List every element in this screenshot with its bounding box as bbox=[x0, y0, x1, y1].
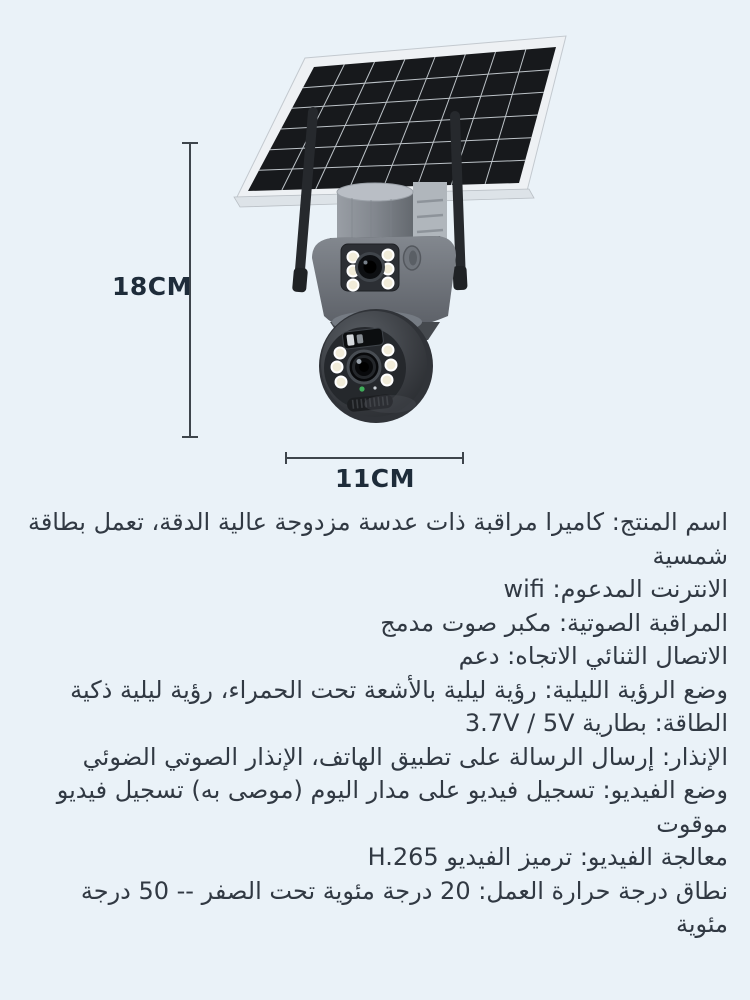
width-dimension-label: 11CM bbox=[334, 464, 415, 493]
spec-product-name: اسم المنتج: كاميرا مراقبة ذات عدسة مزدوجة عالية الدقة، تعمل بطاقة شمسية bbox=[27, 508, 728, 570]
side-knob bbox=[404, 246, 421, 270]
solar-panel bbox=[234, 36, 566, 207]
spec-temperature-range: نطاق درجة حرارة العمل: 20 درجة مئوية تحت الصفر -- 50 درجة مئوية bbox=[80, 876, 728, 938]
spec-list bbox=[0, 500, 750, 942]
spec-power: الطاقة: بطارية 3.7V / 5V bbox=[464, 709, 728, 737]
upper-camera-lens bbox=[357, 254, 384, 281]
spec-video-codec: معالجة الفيديو: ترميز الفيديو H.265 bbox=[367, 843, 728, 871]
spec-video-mode: وضع الفيديو: تسجيل فيديو على مدار اليوم (موصى به) تسجيل فيديو موقوت bbox=[56, 776, 728, 838]
spec-network: الانترنت المدعوم: wifi bbox=[503, 575, 728, 603]
spec-audio-monitoring: المراقبة الصوتية: مكبر صوت مدمج bbox=[380, 608, 728, 637]
spec-night-vision: وضع الرؤية الليلية: رؤية ليلية بالأشعة تحت الحمراء، رؤية ليلية ذكية bbox=[70, 675, 728, 704]
status-led bbox=[359, 386, 364, 391]
height-dimension-label: 18CM bbox=[112, 272, 193, 301]
width-dimension-line bbox=[286, 452, 463, 464]
mic-dot bbox=[373, 386, 376, 389]
spec-alarm: الإنذار: إرسال الرسالة على تطبيق الهاتف، الإنذار الصوتي الضوئي bbox=[82, 742, 728, 771]
camera-lower-sphere bbox=[319, 309, 433, 423]
lower-camera-lens bbox=[348, 351, 380, 383]
spec-two-way-talk: الاتصال الثنائي الاتجاه: دعم bbox=[458, 642, 728, 670]
